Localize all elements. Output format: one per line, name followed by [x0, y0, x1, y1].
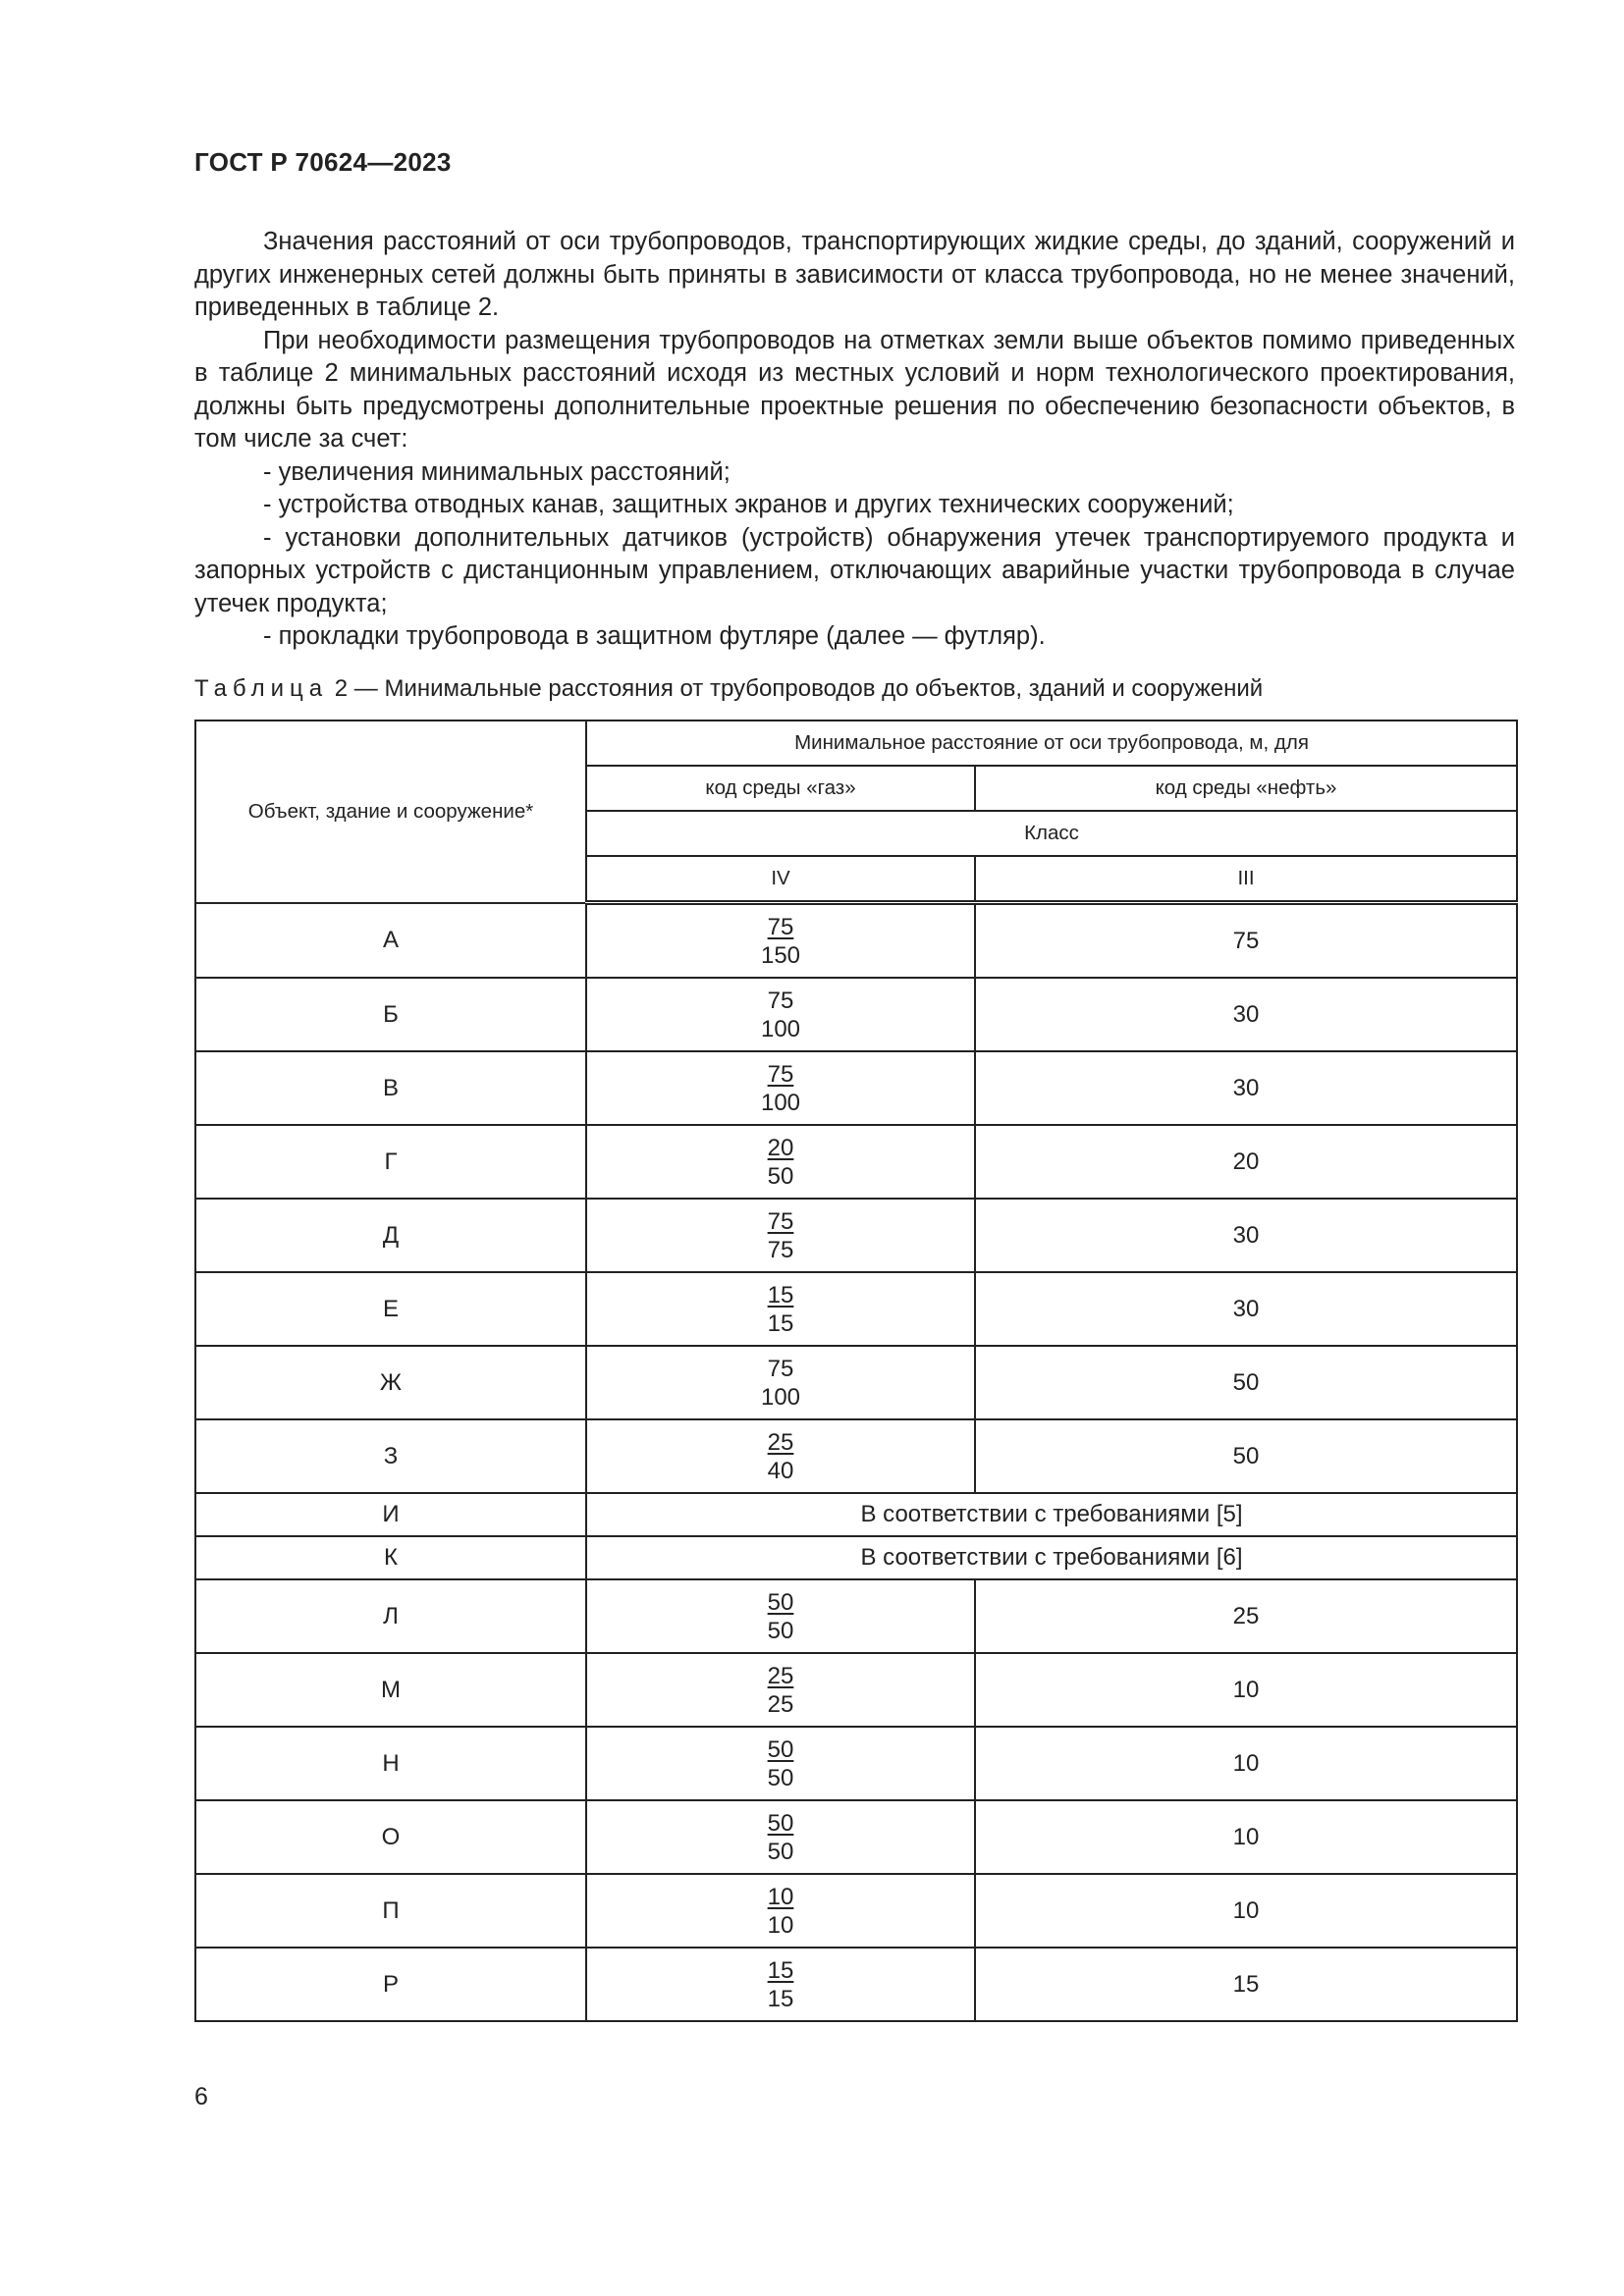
list-item: - устройства отводных канав, защитных экранов и других технических сооружений;: [263, 491, 1234, 518]
fraction-bottom: 50: [767, 1162, 794, 1190]
cell-object: А: [195, 903, 586, 979]
fraction-bottom: 75: [767, 1236, 794, 1263]
cell-gas-distance: [586, 1051, 975, 1125]
header-min-distance: Минимальное расстояние от оси трубопровода, м, для: [586, 721, 1517, 766]
distance-fraction: [768, 1956, 794, 2013]
header-class: Класс: [586, 811, 1517, 856]
distance-fraction: [768, 1281, 794, 1338]
distance-fraction: [768, 1662, 794, 1719]
fraction-top: 20: [767, 1134, 794, 1161]
table-row: [195, 1874, 1517, 1948]
cell-gas-distance: [586, 1346, 975, 1419]
fraction-top: 15: [767, 1956, 794, 1984]
distance-fraction: [761, 913, 800, 970]
fraction-bottom: 150: [760, 941, 801, 969]
fraction-top: 25: [767, 1662, 794, 1689]
table-row: [195, 978, 1517, 1051]
cell-gas-distance: [586, 1948, 975, 2021]
cell-object: В: [195, 1051, 586, 1125]
distance-fraction: [768, 1207, 794, 1264]
list-item: - увеличения минимальных расстояний;: [263, 457, 731, 486]
fraction-bottom: 100: [760, 1015, 801, 1042]
cell-object: З: [195, 1419, 586, 1493]
table-row: [195, 1493, 1517, 1536]
table-caption-text: 2 — Минимальные расстояния от трубопроводов до объектов, зданий и сооружений: [334, 675, 1264, 702]
fraction-top: 75: [767, 1207, 794, 1235]
fraction-top: 25: [767, 1428, 794, 1456]
fraction-bottom: 50: [767, 1838, 794, 1865]
table-row: [195, 1419, 1517, 1493]
table-header-row: [195, 721, 1517, 766]
distance-fraction: [768, 1134, 794, 1191]
cell-object: М: [195, 1653, 586, 1727]
cell-gas-distance: [586, 1800, 975, 1874]
cell-gas-distance: [586, 1419, 975, 1493]
cell-oil-distance: 30: [975, 1051, 1517, 1125]
fraction-bottom: 10: [767, 1911, 794, 1939]
table-row: [195, 1948, 1517, 2021]
cell-object: Г: [195, 1125, 586, 1199]
cell-oil-distance: 10: [975, 1653, 1517, 1727]
cell-object: Б: [195, 978, 586, 1051]
fraction-top: 10: [767, 1883, 794, 1910]
paragraph: Значения расстояний от оси трубопроводов, транспортирующих жидкие среды, до зданий, сооружений и других инженерных сетей должны быть приняты в зависимости от класса трубопровода, но не менее значений, приведенных в таблице 2.: [194, 228, 1515, 321]
document-header: ГОСТ Р 70624—2023: [194, 147, 452, 177]
fraction-bottom: 25: [767, 1690, 794, 1718]
cell-oil-distance: 30: [975, 978, 1517, 1051]
fraction-bottom: 40: [767, 1457, 794, 1484]
table-row: [195, 1272, 1517, 1346]
fraction-top: 75: [767, 913, 794, 940]
cell-oil-distance: 30: [975, 1199, 1517, 1272]
table-row: [195, 1199, 1517, 1272]
header-gas: код среды «газ»: [586, 766, 975, 811]
fraction-bottom: 15: [767, 1309, 794, 1337]
body-text: [194, 226, 1515, 654]
fraction-top: 75: [767, 1355, 794, 1382]
fraction-top: 15: [767, 1281, 794, 1308]
table-row: [195, 1653, 1517, 1727]
list-item: - установки дополнительных датчиков (устройств) обнаружения утечек транспортируемого продукта и запорных устройств с дистанционным управлением, отключающих аварийные участки трубопровода в случае утечек продукта;: [194, 523, 1515, 617]
cell-object: Д: [195, 1199, 586, 1272]
cell-object: К: [195, 1536, 586, 1579]
table-row: [195, 1536, 1517, 1579]
fraction-top: 50: [767, 1735, 794, 1763]
cell-object: П: [195, 1874, 586, 1948]
table-row: [195, 1800, 1517, 1874]
distance-fraction: [768, 1428, 794, 1485]
paragraph: При необходимости размещения трубопроводов на отметках земли выше объектов помимо приведенных в таблице 2 минимальных расстояний исходя из местных условий и норм технологического проектирования, должны быть предусмотрены дополнительные проектные решения по обеспечению безопасности объектов, в том числе за счет:: [194, 326, 1515, 453]
cell-gas-distance: [586, 903, 975, 979]
cell-oil-distance: 25: [975, 1579, 1517, 1653]
cell-gas-distance: [586, 1272, 975, 1346]
fraction-bottom: 15: [767, 1985, 794, 2012]
page-number: 6: [194, 2083, 208, 2110]
cell-oil-distance: 10: [975, 1800, 1517, 1874]
cell-gas-distance: [586, 1579, 975, 1653]
cell-gas-distance: [586, 1653, 975, 1727]
cell-oil-distance: 50: [975, 1346, 1517, 1419]
cell-gas-distance: [586, 1199, 975, 1272]
header-object: Объект, здание и сооружение*: [195, 721, 586, 903]
cell-object: Е: [195, 1272, 586, 1346]
distances-table: [194, 720, 1518, 2022]
header-class-oil: III: [975, 856, 1517, 903]
header-oil: код среды «нефть»: [975, 766, 1517, 811]
distance-fraction: [768, 1588, 794, 1645]
fraction-top: 75: [767, 1060, 794, 1088]
distance-fraction: [768, 1809, 794, 1866]
cell-object: Н: [195, 1727, 586, 1800]
header-class-gas: IV: [586, 856, 975, 903]
table-row: [195, 1125, 1517, 1199]
distance-fraction: [768, 1883, 794, 1940]
cell-oil-distance: 15: [975, 1948, 1517, 2021]
cell-oil-distance: 10: [975, 1874, 1517, 1948]
cell-oil-distance: 10: [975, 1727, 1517, 1800]
cell-requirement-reference: В соответствии с требованиями [6]: [586, 1536, 1517, 1579]
cell-requirement-reference: В соответствии с требованиями [5]: [586, 1493, 1517, 1536]
cell-gas-distance: [586, 1125, 975, 1199]
cell-oil-distance: 20: [975, 1125, 1517, 1199]
distance-fraction: [761, 1355, 800, 1412]
cell-object: О: [195, 1800, 586, 1874]
cell-gas-distance: [586, 1727, 975, 1800]
table-caption: [194, 675, 1263, 703]
fraction-bottom: 100: [760, 1089, 801, 1116]
list-item: - прокладки трубопровода в защитном футляре (далее — футляр).: [263, 622, 1046, 650]
cell-gas-distance: [586, 1874, 975, 1948]
distance-fraction: [761, 1060, 800, 1117]
table-row: [195, 1346, 1517, 1419]
cell-object: И: [195, 1493, 586, 1536]
cell-object: Р: [195, 1948, 586, 2021]
fraction-bottom: 50: [767, 1764, 794, 1791]
table-row: [195, 1051, 1517, 1125]
fraction-top: 50: [767, 1588, 794, 1616]
table-caption-label: Таблица: [194, 675, 329, 702]
distance-fraction: [768, 1735, 794, 1792]
fraction-bottom: 100: [760, 1383, 801, 1411]
cell-oil-distance: 30: [975, 1272, 1517, 1346]
cell-object: Ж: [195, 1346, 586, 1419]
table-row: [195, 903, 1517, 979]
cell-gas-distance: [586, 978, 975, 1051]
distance-fraction: [761, 987, 800, 1043]
fraction-top: 50: [767, 1809, 794, 1837]
fraction-bottom: 50: [767, 1617, 794, 1644]
cell-oil-distance: 75: [975, 903, 1517, 979]
table-row: [195, 1727, 1517, 1800]
fraction-top: 75: [767, 987, 794, 1014]
cell-object: Л: [195, 1579, 586, 1653]
table-row: [195, 1579, 1517, 1653]
cell-oil-distance: 50: [975, 1419, 1517, 1493]
